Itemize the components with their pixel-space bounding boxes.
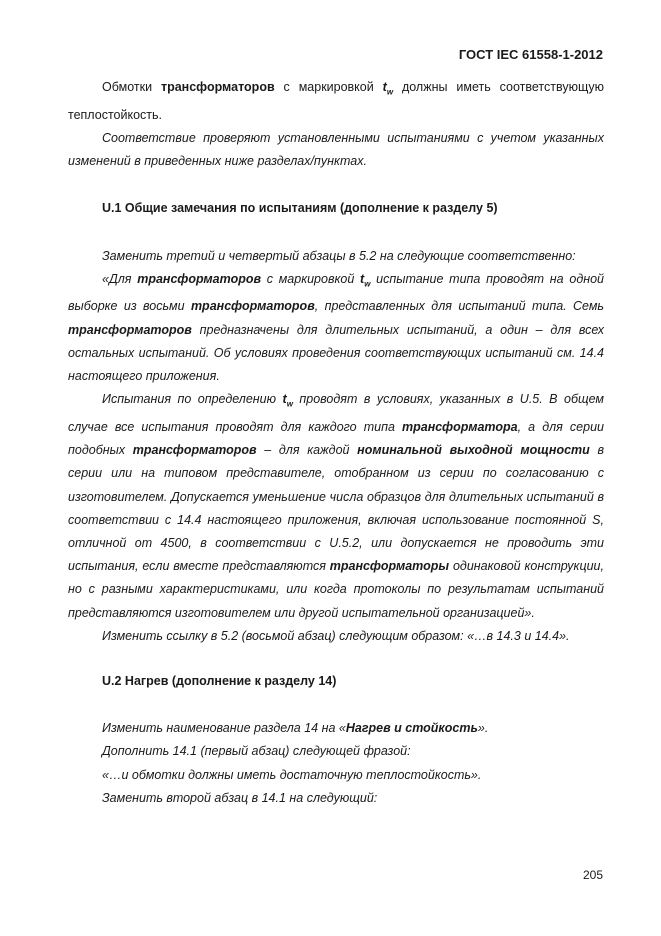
paragraph-windings bbox=[68, 76, 604, 127]
term-transformers: трансформаторов bbox=[160, 80, 275, 94]
page-body bbox=[68, 76, 604, 810]
term-transformers: трансформаторов bbox=[68, 322, 192, 337]
section-heading-u2: U.2 Нагрев (дополнение к разделу 14) bbox=[102, 673, 337, 688]
document-header: ГОСТ IEC 61558-1-2012 bbox=[458, 47, 603, 62]
paragraph-quote: «…и обмотки должны иметь достаточную теплостойкость». bbox=[102, 767, 482, 782]
text-run: Обмотки bbox=[102, 80, 161, 94]
term-rated-output: номинальной выходной мощности bbox=[357, 443, 590, 458]
paragraph-tests-conditions: Испытания по определению $t_w$ проводят в условиях, указанных в U.5. В общем случае все испытания проводят для каждого типа трансформатора, а для серии подобных трансформаторов – для каждой номинальной выходной мощности в серии или на типовом представителе, отобранном из серии по согласованию с изготовителем. Допускается уменьшение числа образцов для длительных испытаний в соответствии с 14.4 настоящего приложения, включая использование постоянной S, отличной от 4500, в соответствии с U.5.2, или допускается не проводить эти испытания, если вместе представляются трансформаторы одинаковой конструкции, но с разными характеристиками, или когда протоколы по результатам испытаний представляются изготовителем или другой испытательной организацией». bbox=[68, 392, 605, 620]
symbol-tw: $t_w$ bbox=[360, 271, 371, 289]
paragraph-replace-instruction: Заменить третий и четвертый абзацы в 5.2 на следующие соответственно: bbox=[102, 248, 576, 263]
term-transformer: трансформатора bbox=[402, 419, 518, 434]
section-heading-u1: U.1 Общие замечания по испытаниям (дополнение к разделу 5) bbox=[102, 201, 498, 216]
paragraph-rename-section: Изменить наименование раздела 14 на «Нагрев и стойкость». bbox=[102, 721, 489, 736]
term-transformers: трансформаторы bbox=[329, 559, 450, 574]
paragraph-supplement: Дополнить 14.1 (первый абзац) следующей фразой: bbox=[102, 744, 411, 759]
page-number: 205 bbox=[582, 868, 603, 882]
paragraph-type-test: «Для трансформаторов с маркировкой $t_w$ испытание типа проводят на одной выборке из восьми трансформаторов, представленных для испытаний типа. Семь трансформаторов предназначены для длительных испытаний, а один – для всех остальных испытаний. Об условиях проведения соответствующих испытаний см. 14.4 настоящего приложения. bbox=[68, 271, 605, 384]
term-transformers: трансформаторов bbox=[132, 443, 257, 458]
paragraph-reference-change: Изменить ссылку в 5.2 (восьмой абзац) следующим образом: «…в 14.3 и 14.4». bbox=[102, 628, 570, 643]
term-transformers: трансформаторов bbox=[190, 299, 315, 314]
text-run: с маркировкой bbox=[274, 80, 383, 94]
text-run: должны иметь соответствующую теплостойкость. bbox=[68, 80, 604, 122]
symbol-tw: $t_w$ bbox=[382, 80, 394, 97]
symbol-tw: $t_w$ bbox=[282, 392, 293, 409]
paragraph-compliance: Соответствие проверяют установленными испытаниями с учетом указанных изменений в приведенных ниже разделах/пунктах. bbox=[68, 130, 604, 169]
term-transformers: трансформаторов bbox=[137, 271, 262, 286]
term-heating-resistance: Нагрев и стойкость bbox=[345, 721, 478, 736]
paragraph-replace-second: Заменить второй абзац в 14.1 на следующий: bbox=[102, 790, 378, 805]
